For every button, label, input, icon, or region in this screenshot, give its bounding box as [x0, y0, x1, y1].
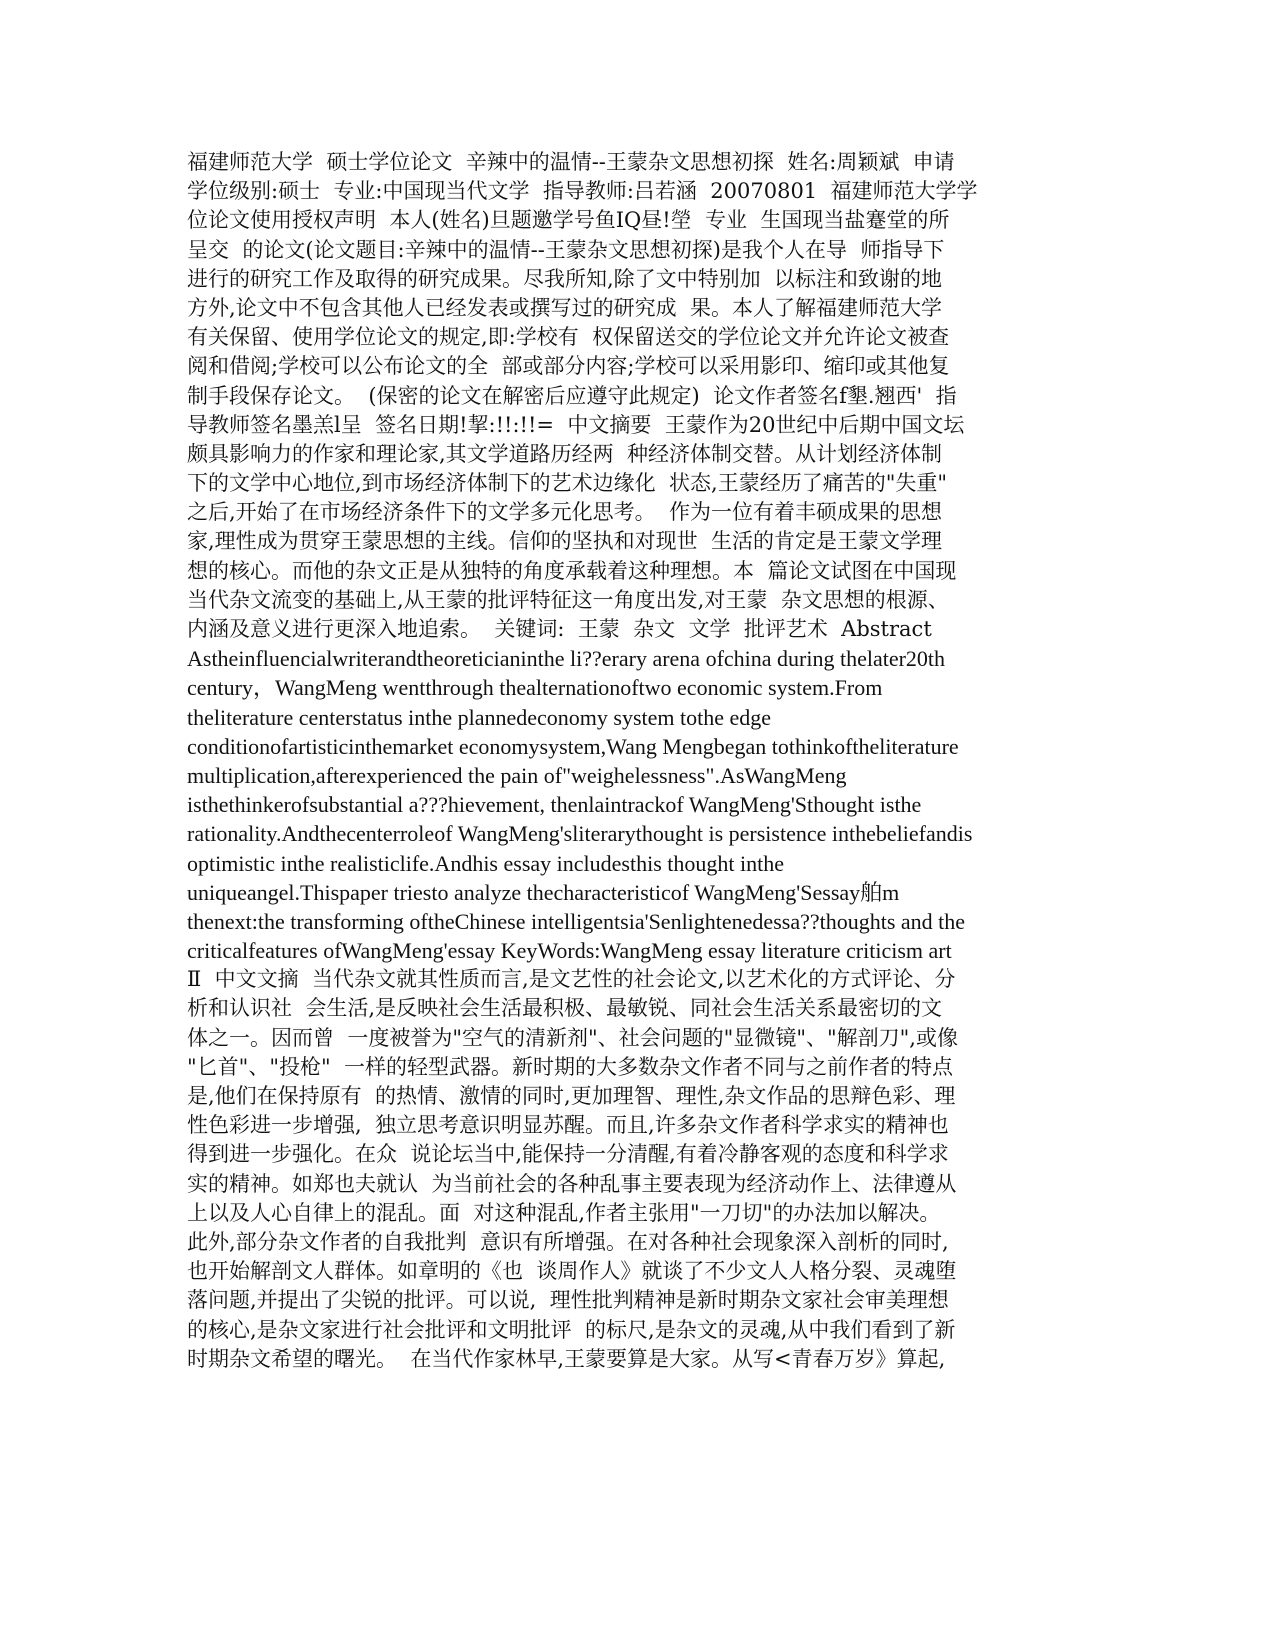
text-line: Ⅱ 中文文摘 当代杂文就其性质而言,是文艺性的社会论文,以艺术化的方式评论、分 [187, 967, 956, 992]
text-line: "匕首"、"投枪" 一样的轻型武器。新时期的大多数杂文作者不同与之前作者的特点 [187, 1054, 953, 1079]
text-line: 时期杂文希望的曙光。 在当代作家林早,王蒙要算是大家。从写<青春万岁》算起, [187, 1346, 946, 1371]
text-line: 位论文使用授权声明 本人(姓名)旦题邀学号鱼IQ昼!塋 专业 生国现当盐蹇堂的所 [187, 208, 950, 233]
text-line: 析和认识社 会生活,是反映社会生活最积极、最敏锐、同社会生活关系最密切的文 [187, 996, 943, 1021]
text-line-english: isthethinkerofsubstantial a???hievement, thenlaintrackof WangMeng'Sthought isthe [187, 792, 922, 818]
text-line: 导教师签名墨羔l呈 签名日期!挈:!!:!!= 中文摘要 王蒙作为20世纪中后期中国文坛 [187, 412, 965, 437]
text-line-english: uniqueangel.Thispaper triesto analyze thecharacteristicof WangMeng'Sessay舶m [187, 879, 900, 905]
text-line: 制手段保存论文。 (保密的论文在解密后应遵守此规定) 论文作者签名f墾.翘西' 指 [187, 383, 957, 408]
text-line: 体之一。因而曾 一度被誉为"空气的清新剂"、社会问题的"显微镜"、"解剖刀",或像 [187, 1025, 958, 1050]
text-line: 落问题,并提出了尖锐的批评。可以说, 理性批判精神是新时期杂文家社会审美理想 [187, 1288, 949, 1313]
text-line: 呈交 的论文(论文题目:辛辣中的温情--王蒙杂文思想初探)是我个人在导 师指导下 [187, 237, 945, 262]
text-line: 是,他们在保持原有 的热情、激情的同时,更加理智、理性,杂文作品的思辩色彩、理 [187, 1084, 956, 1108]
text-line: 进行的研究工作及取得的研究成果。尽我所知,除了文中特别加 以标注和致谢的地 [187, 266, 943, 291]
text-line: 此外,部分杂文作者的自我批判 意识有所增强。在对各种社会现象深入剖析的同时, [187, 1229, 949, 1254]
text-line-english: criticalfeatures ofWangMeng'essay KeyWords:WangMeng essay literature criticism art [187, 938, 952, 964]
text-line: 家,理性成为贯穿王蒙思想的主线。信仰的坚执和对现世 生活的肯定是王蒙文学理 [187, 529, 943, 554]
text-line: 方外,论文中不包含其他人已经发表或撰写过的研究成 果。本人了解福建师范大学 [187, 295, 943, 320]
text-line: 性色彩进一步增强, 独立思考意识明显苏醒。而且,许多杂文作者科学求实的精神也 [187, 1113, 949, 1138]
text-line: 之后,开始了在市场经济条件下的文学多元化思考。 作为一位有着丰硕成果的思想 [187, 500, 943, 525]
text-line: 内涵及意义进行更深入地追索。 关键词: 王蒙 杂文 文学 批评艺术 Abstract [187, 617, 932, 641]
text-line: 下的文学中心地位,到市场经济体制下的艺术边缘化 状态,王蒙经历了痛苦的"失重" [187, 471, 948, 496]
text-line: 阅和借阅;学校可以公布论文的全 部或部分内容;学校可以采用影印、缩印或其他复 [187, 354, 950, 379]
text-line-english: optimistic inthe realisticlife.Andhis essay includesthis thought inthe [187, 850, 784, 876]
document-page [187, 148, 1087, 1374]
text-line-english: rationality.Andthecenterroleof WangMeng'sliterarythought is persistence inthebeliefandis [187, 821, 973, 847]
text-line: 有关保留、使用学位论文的规定,即:学校有 权保留送交的学位论文并允许论文被查 [187, 325, 950, 350]
text-line: 颇具影响力的作家和理论家,其文学道路历经两 种经济体制交替。从计划经济体制 [187, 441, 943, 466]
text-line-english: century，WangMeng wentthrough thealternationoftwo economic system.From [187, 675, 883, 701]
text-line: 的核心,是杂文家进行社会批评和文明批评 的标尺,是杂文的灵魂,从中我们看到了新 [187, 1317, 956, 1342]
text-line-english: thenext:the transforming oftheChinese intelligentsia'Senlightenedessa??thoughts and the [187, 908, 966, 934]
text-line: 福建师范大学 硕士学位论文 辛辣中的温情--王蒙杂文思想初探 姓名:周颖斌 申请 [187, 150, 955, 174]
text-line-english: multiplication,afterexperienced the pain of"weighelessness".AsWangMeng [187, 762, 847, 788]
text-line-english: theliterature centerstatus inthe plannedeconomy system tothe edge [187, 704, 772, 730]
text-line-english: conditionofartisticinthemarket economysystem,Wang Mengbegan tothinkoftheliterature [187, 733, 959, 759]
text-line: 学位级别:硕士 专业:中国现当代文学 指导教师:吕若涵 20070801 福建师范大学学 [187, 179, 978, 204]
text-line: 想的核心。而他的杂文正是从独特的角度承载着这种理想。本 篇论文试图在中国现 [187, 558, 957, 583]
text-line-english: Astheinfluencialwriterandtheoreticianinthe li??erary arena ofchina during thelater20th [187, 646, 946, 672]
text-line: 实的精神。如郑也夫就认 为当前社会的各种乱事主要表现为经济动作上、法律遵从 [187, 1171, 957, 1196]
text-line: 得到进一步强化。在众 说论坛当中,能保持一分清醒,有着冷静客观的态度和科学求 [187, 1142, 949, 1167]
text-line: 也开始解剖文人群体。如章明的《也 谈周作人》就谈了不少文人人格分裂、灵魂堕 [187, 1259, 957, 1284]
text-line: 当代杂文流变的基础上,从王蒙的批评特征这一角度出发,对王蒙 杂文思想的根源、 [187, 587, 949, 612]
text-line: 上以及人心自律上的混乱。面 对这种混乱,作者主张用"一刀切"的办法加以解决。 [187, 1200, 941, 1225]
